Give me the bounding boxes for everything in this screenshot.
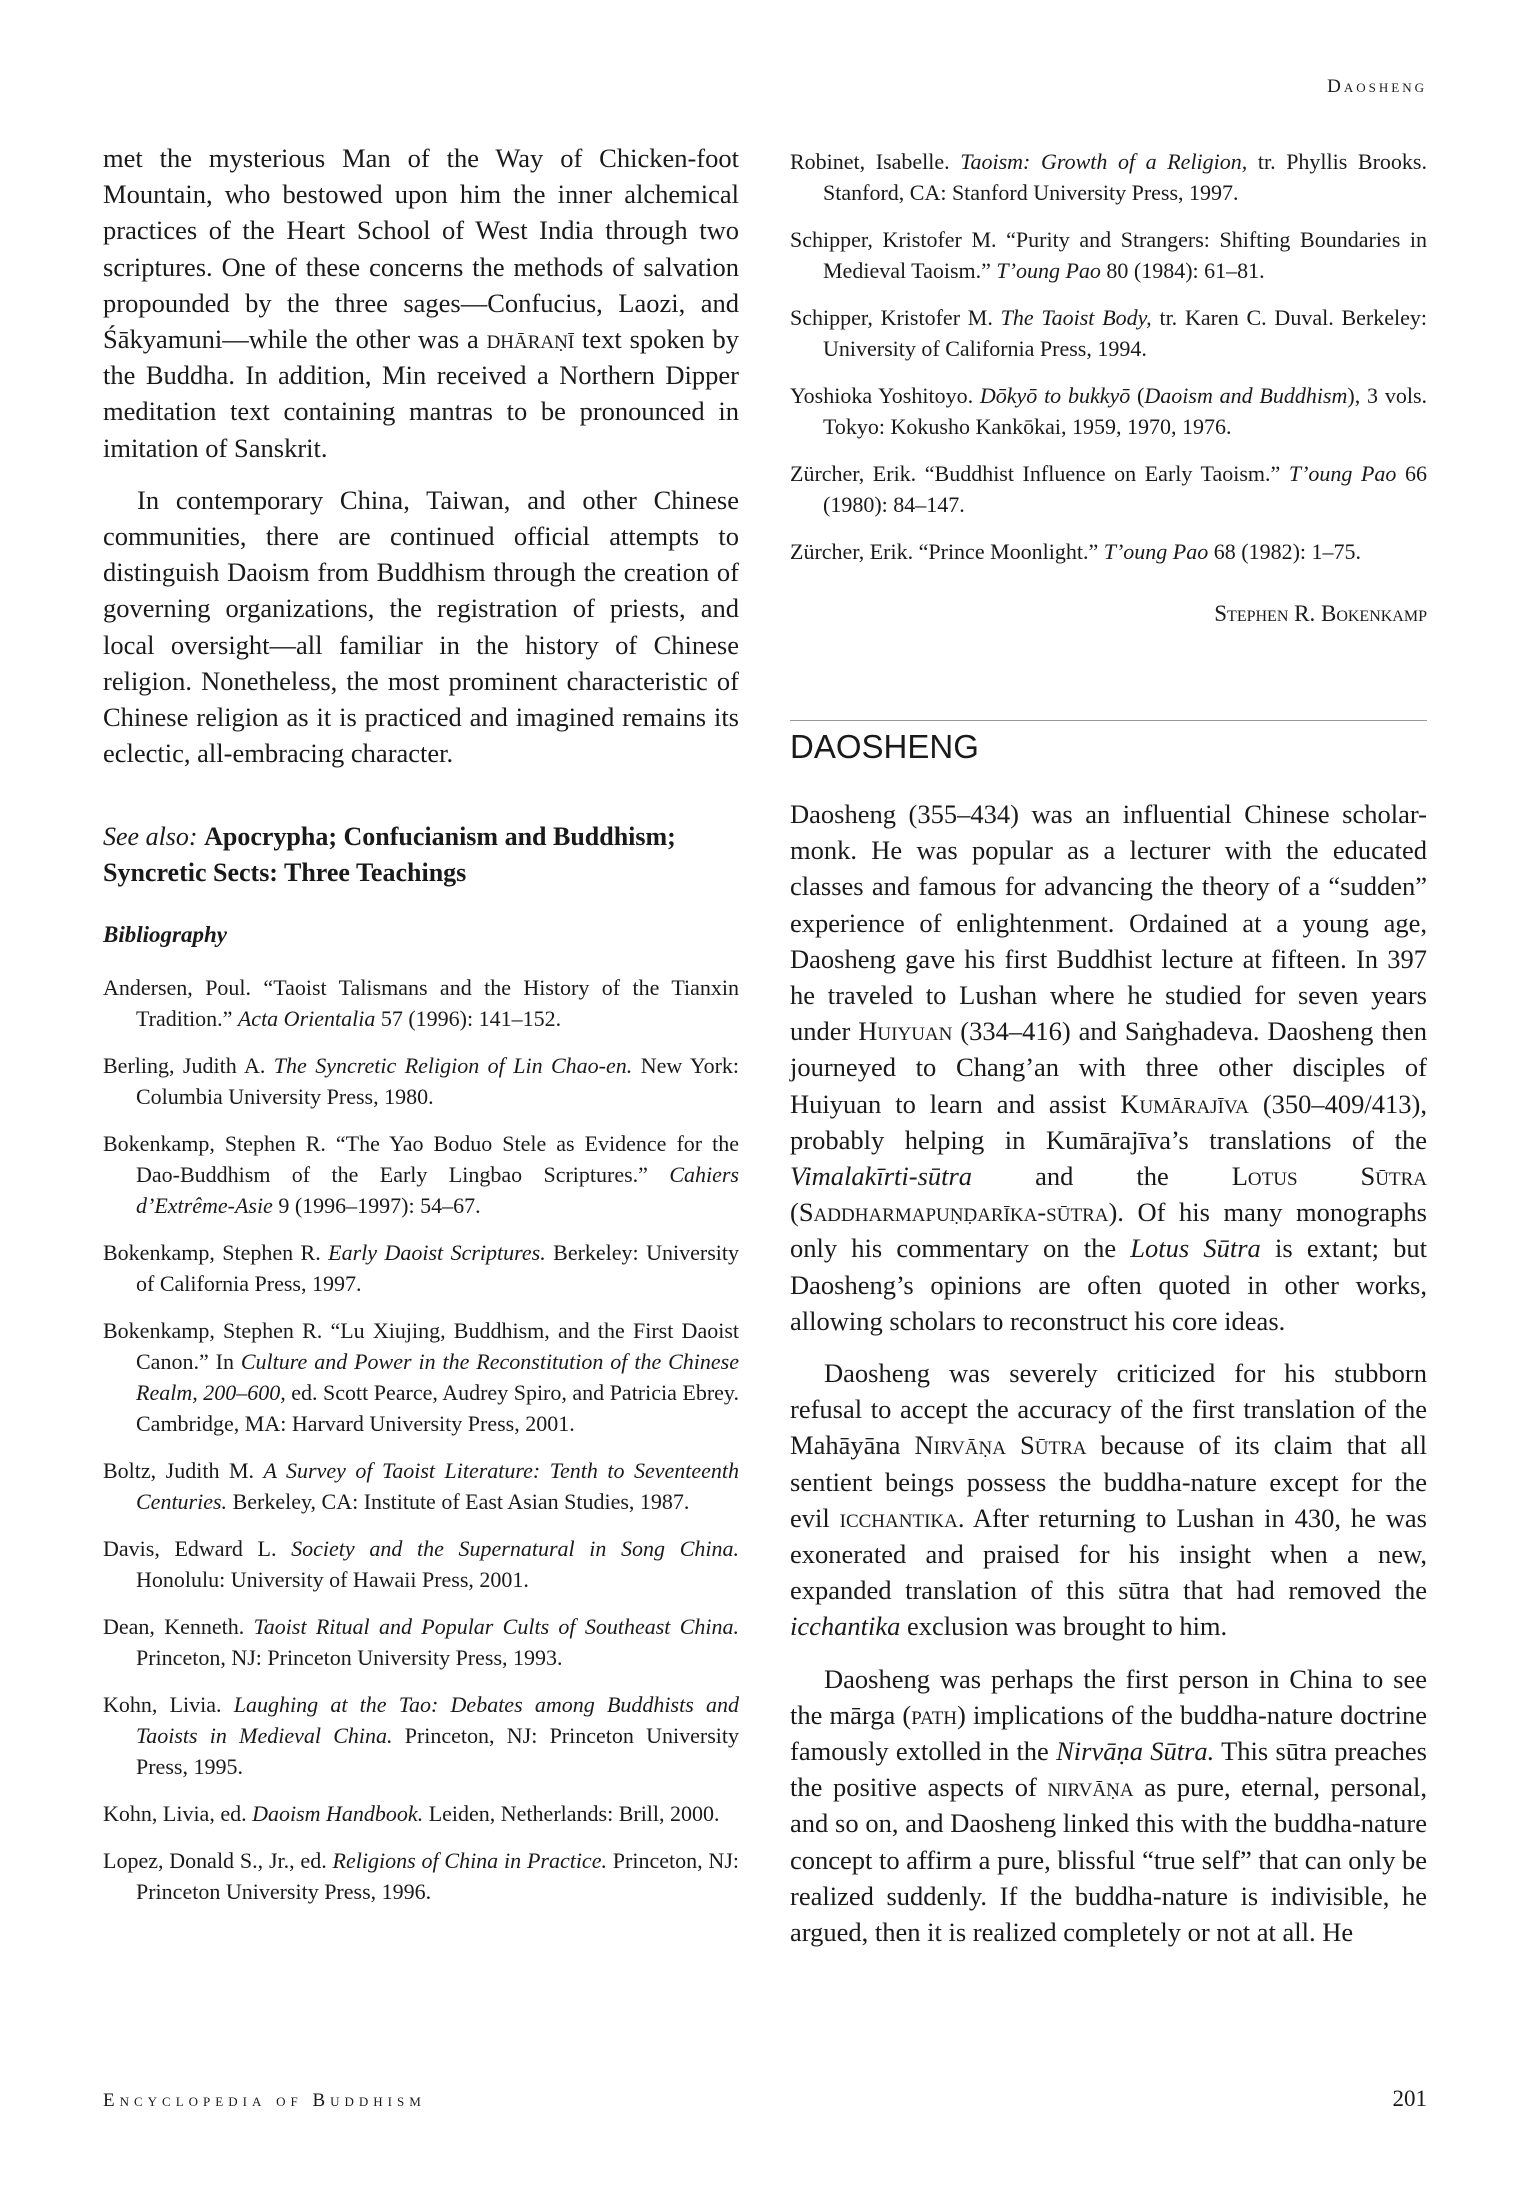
- text-run: 66 (1980): 84–147.: [823, 461, 1428, 517]
- text-run: ), 3 vols. Tokyo: Kokusho Kankōkai, 1959, 1970, 1976.: [823, 383, 1428, 439]
- text-run: Kohn, Livia.: [103, 1692, 234, 1717]
- see-also: [103, 819, 739, 891]
- text-run: text spoken by the Buddha. In addition, Min received a Northern Dipper meditation text containing mantras to be pronounced in imitation of Sanskrit.: [103, 324, 739, 463]
- text-run: Society and the Supernatural in Song China.: [291, 1536, 739, 1561]
- text-run: Bokenkamp, Stephen R. “Lu Xiujing, Buddhism, and the First Daoist Canon.” In: [103, 1318, 739, 1374]
- text-run: 80 (1984): 61–81.: [1100, 258, 1265, 283]
- text-run: This sūtra preaches the positive aspects of: [790, 1736, 1427, 1803]
- text-run: Early Daoist Scriptures.: [328, 1240, 546, 1265]
- text-run: Kumārajīva: [1120, 1088, 1249, 1119]
- text-run: ed. Scott Pearce, Audrey Spiro, and Patricia Ebrey. Cambridge, MA: Harvard University Press, 2001.: [136, 1380, 740, 1436]
- text-run: Robinet, Isabelle.: [790, 149, 961, 174]
- text-run: In contemporary China, Taiwan, and other Chinese communities, there are continued official attempts to distinguish Daoism from Buddhism through the creation of governing organizations, the registration of priests, and local oversight—all familiar in the history of Chinese religion. Nonetheless, the most prominent characteristic of Chinese religion as it is practiced and imagined remains its eclectic, all-embracing character.: [103, 484, 739, 769]
- text-run: The Syncretic Religion of Lin Chao-en.: [273, 1053, 633, 1078]
- text-run: Yoshioka Yoshitoyo.: [790, 383, 980, 408]
- text-run: as pure, eternal, personal, and so on, and Daosheng linked this with the buddha-nature concept to affirm a pure, blissful “true self” that can only be realized suddenly. If the buddha-nature is indivisible, he argued, then it is realized completely or not at all. He: [790, 1772, 1427, 1948]
- text-run: Princeton, NJ: Princeton University Press, 1993.: [136, 1645, 563, 1670]
- text-run: Daosheng (355–434) was an influential Chinese scholar-monk. He was popular as a lecturer with the educated classes and famous for advancing the theory of a “sudden” experience of enlightenment. Ordained at a young age, Daosheng gave his first Buddhist lecture at fifteen. In 397 he traveled to Lushan where he studied for seven years under: [790, 799, 1427, 1047]
- text-run: Religions of China in Practice.: [332, 1848, 607, 1873]
- text-run: Leiden, Netherlands: Brill, 2000.: [423, 1801, 720, 1826]
- bibliography-entry: [103, 1845, 739, 1907]
- text-run: T’oung Pao: [1288, 461, 1397, 486]
- text-run: Cahiers d’Extrême-Asie: [136, 1162, 739, 1218]
- text-run: Lotus Sūtra: [1231, 1161, 1428, 1192]
- bibliography-entry: [790, 146, 1427, 208]
- text-run: T’oung Pao: [996, 258, 1101, 283]
- text-run: Daoism and Buddhism: [1144, 383, 1348, 408]
- text-run: Davis, Edward L.: [103, 1536, 292, 1561]
- text-run: nirvāṇa: [1047, 1772, 1134, 1803]
- text-run: 68 (1982): 1–75.: [1208, 539, 1362, 564]
- text-run: Huiyuan: [858, 1016, 953, 1047]
- text-run: (334–416) and Saṅghadeva. Daosheng then journeyed to Chang’an with three other disciples of Huiyuan to learn and assist: [790, 1016, 1427, 1119]
- text-run: Daosheng was severely criticized for his stubborn refusal to accept the accuracy of the first translation of the Mahāyāna: [790, 1358, 1427, 1461]
- text-run: met the mysterious Man of the Way of Chicken-foot Mountain, who bestowed upon him the inner alchemical practices of the Heart School of West India through two scriptures. One of these concerns the methods of salvation propounded by the three sages—Confucius, Laozi, and Śākyamuni—while the other was a: [103, 143, 739, 355]
- text-run: Berkeley: University of California Press, 1997.: [136, 1240, 739, 1296]
- bibliography-entry: [103, 1237, 739, 1299]
- text-run: tr. Karen C. Duval. Berkeley: University of California Press, 1994.: [823, 305, 1427, 361]
- bibliography-entry: [103, 1533, 739, 1595]
- text-run: Berling, Judith A.: [103, 1053, 274, 1078]
- paragraph: [790, 1355, 1427, 1645]
- paragraph: [790, 1661, 1427, 1951]
- text-run: Nirvāṇa Sūtra.: [1056, 1736, 1215, 1767]
- text-run: ) implications of the buddha-nature doctrine famously extolled in the: [790, 1699, 1427, 1767]
- running-head: Daosheng: [1327, 76, 1427, 97]
- author-signature: Stephen R. Bokenkamp: [1214, 601, 1427, 626]
- text-run: Princeton, NJ: Princeton University Press, 1996.: [136, 1848, 739, 1904]
- text-run: The Taoist Body,: [1000, 305, 1152, 330]
- text-run: Schipper, Kristofer M. “Purity and Strangers: Shifting Boundaries in Medieval Taoism.”: [790, 227, 1427, 283]
- bibliography-entry: [103, 1315, 739, 1439]
- section-divider: [790, 720, 1427, 721]
- left-body: [103, 140, 739, 771]
- text-run: Boltz, Judith M.: [103, 1458, 264, 1483]
- text-run: (350–409/413), probably helping in Kumārajīva’s translations of the: [790, 1088, 1427, 1155]
- bibliography-entry: [790, 302, 1427, 364]
- text-run: Daoism Handbook.: [252, 1801, 424, 1826]
- bibliography-entry: [790, 458, 1427, 520]
- text-run: Bokenkamp, Stephen R.: [103, 1240, 329, 1265]
- text-run: Honolulu: University of Hawaii Press, 2001.: [136, 1567, 529, 1592]
- text-run: because of its claim that all sentient beings possess the buddha-nature except for the evil: [790, 1430, 1427, 1533]
- paragraph: [103, 482, 739, 772]
- bibliography-entry: [103, 1128, 739, 1221]
- bibliography-entry: [103, 1798, 739, 1829]
- text-run: icchantika: [790, 1611, 901, 1642]
- paragraph: [103, 140, 739, 466]
- bibliography-entry: [103, 1455, 739, 1517]
- text-run: tr. Phyllis Brooks. Stanford, CA: Stanford University Press, 1997.: [823, 149, 1427, 205]
- text-run: path: [911, 1699, 958, 1730]
- text-run: 9 (1996–1997): 54–67.: [272, 1193, 481, 1218]
- text-run: (: [1130, 383, 1145, 408]
- text-run: Taoist Ritual and Popular Cults of Southeast China.: [253, 1614, 739, 1639]
- article-title: DAOSHENG: [790, 728, 979, 765]
- bibliography-entry: [790, 224, 1427, 286]
- footer-book-title: Encyclopedia of Buddhism: [103, 2090, 426, 2111]
- bibliography-entry: [103, 972, 739, 1034]
- bibliography-left: [103, 972, 739, 1923]
- text-run: and the: [972, 1161, 1232, 1192]
- text-run: T’oung Pao: [1103, 539, 1209, 564]
- text-run: dhāraṇī: [486, 324, 575, 355]
- text-run: Vimalakīrti-sūtra: [790, 1161, 973, 1192]
- text-run: Andersen, Poul. “Taoist Talismans and the History of the Tianxin Tradition.”: [103, 975, 739, 1031]
- text-run: ). Of his many monographs only his commentary on the: [790, 1197, 1427, 1264]
- see-also-label: See also:: [103, 822, 198, 851]
- text-run: Kohn, Livia, ed.: [103, 1801, 253, 1826]
- text-run: icchantika: [839, 1502, 958, 1533]
- text-run: New York: Columbia University Press, 1980.: [136, 1053, 740, 1109]
- text-run: Saddharmapuṇḍarīka-sūtra: [798, 1197, 1109, 1228]
- text-run: Zürcher, Erik. “Prince Moonlight.”: [790, 539, 1104, 564]
- paragraph: [790, 796, 1427, 1339]
- text-run: Culture and Power in the Reconstitution of the Chinese Realm, 200–600,: [136, 1349, 740, 1405]
- bibliography-entry: [103, 1611, 739, 1673]
- text-run: A Survey of Taoist Literature: Tenth to Seventeenth Centuries.: [136, 1458, 740, 1514]
- text-run: Laughing at the Tao: Debates among Buddhists and Taoists in Medieval China.: [136, 1692, 739, 1748]
- bibliography-right: [790, 146, 1427, 583]
- bibliography-entry: [790, 536, 1427, 567]
- page-number: 201: [1392, 2086, 1427, 2111]
- bibliography-entry: [103, 1050, 739, 1112]
- text-run: Lotus Sūtra: [1130, 1233, 1261, 1264]
- text-run: Dean, Kenneth.: [103, 1614, 254, 1639]
- text-run: Bokenkamp, Stephen R. “The Yao Boduo Stele as Evidence for the Dao-Buddhism of the Early Lingbao Scriptures.”: [103, 1131, 739, 1187]
- text-run: Nirvāṇa Sūtra: [914, 1430, 1087, 1461]
- bibliography-entry: [790, 380, 1427, 442]
- text-run: Daosheng was perhaps the first person in China to see the mārga (: [790, 1663, 1427, 1730]
- text-run: (: [790, 1197, 799, 1228]
- text-run: Berkeley, CA: Institute of East Asian Studies, 1987.: [227, 1489, 690, 1514]
- text-run: 57 (1996): 141–152.: [375, 1006, 562, 1031]
- text-run: Schipper, Kristofer M.: [790, 305, 1001, 330]
- text-run: Zürcher, Erik. “Buddhist Influence on Early Taoism.”: [790, 461, 1289, 486]
- see-also-links[interactable]: Apocrypha; Confucianism and Buddhism; Syncretic Sects: Three Teachings: [103, 822, 676, 887]
- bibliography-heading: Bibliography: [103, 922, 227, 947]
- text-run: Acta Orientalia: [237, 1006, 376, 1031]
- bibliography-entry: [103, 1689, 739, 1782]
- text-run: Taoism: Growth of a Religion,: [960, 149, 1248, 174]
- text-run: Dōkyō to bukkyō: [979, 383, 1131, 408]
- text-run: Lopez, Donald S., Jr., ed.: [103, 1848, 333, 1873]
- text-run: . After returning to Lushan in 430, he was exonerated and praised for his insight when a new, expanded translation of this sūtra that had removed the: [790, 1502, 1427, 1606]
- right-body: [790, 796, 1427, 1950]
- text-run: exclusion was brought to him.: [900, 1611, 1228, 1642]
- text-run: is extant; but Daosheng’s opinions are often quoted in other works, allowing scholars to reconstruct his core ideas.: [790, 1233, 1427, 1336]
- text-run: Princeton, NJ: Princeton University Press, 1995.: [136, 1723, 739, 1779]
